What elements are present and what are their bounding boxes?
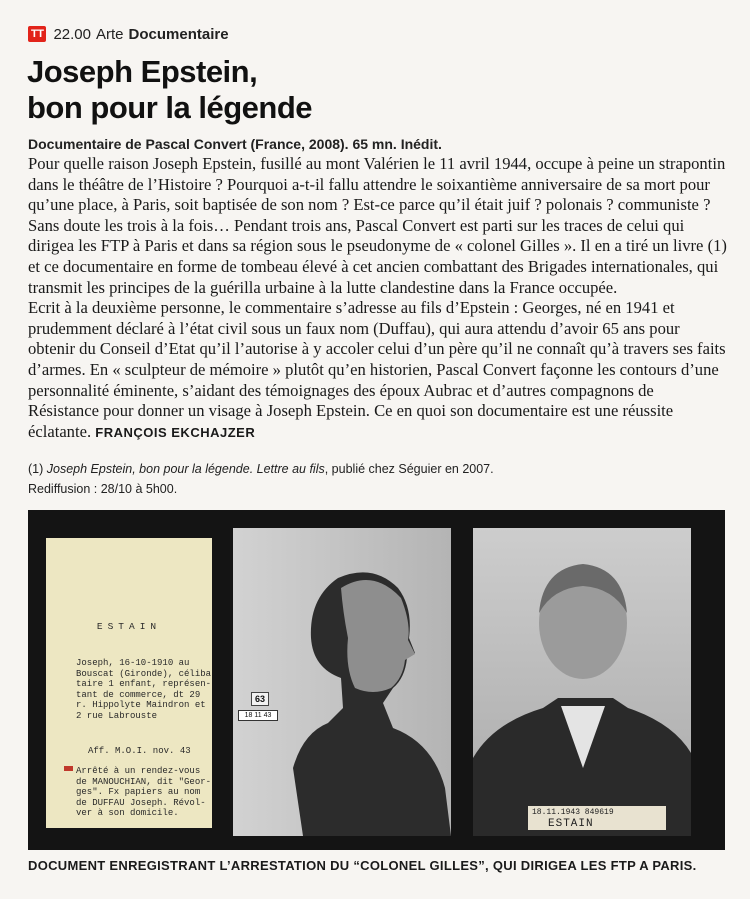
- paragraph-2-text: Ecrit à la deuxième personne, le commentaire s’adresse au fils d’Epstein : Georges, né en 1941 et prudemment déclaré à l’état civil sous un faux nom (Duffau), qui aura attendu d’avoir 65 ans pour obtenir du Conseil d’Etat qu’il l’autorise à y accoler celui d’un père qu’il ne connaît qu’à travers ses faits d’armes. En « sculpteur de mémoire » plutôt qu’en historien, Pascal Convert façonne les contours d’une personnalité éminente, s’aidant des témoignages des époux Aubrac et d’autres compagnons de Résistance pour donner un visage à Joseph Epstein. Ce en quoi son documentaire est une réussite éclatante.: [28, 298, 726, 441]
- channel-name: Arte: [96, 25, 124, 43]
- program-genre: Documentaire: [128, 25, 229, 43]
- rebroadcast-info: Rediffusion : 28/10 à 5h00.: [28, 482, 178, 496]
- footnote-publisher: , publié chez Séguier en 2007.: [324, 462, 494, 476]
- program-credits: Documentaire de Pascal Convert (France, 2008). 65 mn. Inédit.: [28, 136, 442, 152]
- author-byline: FRANÇOIS EKCHAJZER: [95, 424, 256, 440]
- front-silhouette: [473, 528, 691, 836]
- title-line-2: bon pour la légende: [27, 90, 313, 125]
- archive-photo-panel: [28, 510, 725, 850]
- paragraph-1: Pour quelle raison Joseph Epstein, fusillé au mont Valérien le 11 avril 1944, occupe à peine un strapontin dans le théâtre de l’Histoire ? Pourquoi a-t-il fallu attendre le soixantième anniversaire de sa mort pour qu’une place, à Paris, soit baptisée de son nom ? Est-ce parce qu’il était juif ? polonais ? communiste ? Sans doute les trois à la fois… Pendant trois ans, Pascal Convert est parti sur les traces de celui qui dirigea les FTP à Paris et dans sa région sous le pseudonyme de « colonel Gilles ». Il en a tiré un livre (1) et ce documentaire en forme de tombeau élevé à cet ancien combattant des Brigades internationales, qui transmit les principes de la guérilla urbaine à la lutte clandestine dans la France occupée.: [28, 154, 727, 297]
- photo-caption: DOCUMENT ENREGISTRANT L’ARRESTATION DU “COLONEL GILLES”, QUI DIRIGEA LES FTP A PARIS.: [28, 858, 697, 873]
- card-identity-text: Joseph, 16-10-1910 au Bouscat (Gironde), céliba taire 1 enfant, représen- tant de commerce, dt 29 r. Hippolyte Maindron et 2 rue Labrouste: [76, 658, 212, 721]
- mugshot-profile-photo: [233, 528, 451, 836]
- footnote-number: (1): [28, 462, 44, 476]
- police-record-card: [46, 538, 212, 828]
- card-arrest-text: Arrêté à un rendez-vous de MANOUCHIAN, dit "Geor- ges". Fx papiers au nom de DUFFAU Joseph. Révol- ver à son domicile.: [76, 766, 212, 818]
- profile-number-tag: 63: [251, 692, 269, 706]
- article-body: [28, 154, 728, 443]
- card-affiliation-text: Aff. M.O.I. nov. 43: [88, 746, 191, 756]
- article-title: [27, 54, 447, 126]
- footnote: [28, 462, 494, 476]
- profile-silhouette: [233, 528, 451, 836]
- telerama-tt-logo: TT: [28, 26, 46, 42]
- board-name: ESTAIN: [548, 818, 594, 830]
- paragraph-2: [28, 298, 728, 443]
- mugshot-front-photo: [473, 528, 691, 836]
- card-surname: ESTAIN: [96, 621, 162, 632]
- footnote-book-title: Joseph Epstein, bon pour la légende. Lettre au fils: [46, 462, 325, 476]
- program-kicker: [28, 24, 229, 44]
- broadcast-time: 22.00: [53, 25, 91, 43]
- board-number-line: 18.11.1943 849619: [532, 808, 614, 817]
- profile-date-tag: 18 11 43: [238, 710, 278, 721]
- identification-board: [528, 806, 666, 830]
- red-mark: [64, 766, 73, 771]
- title-line-1: Joseph Epstein,: [27, 54, 258, 89]
